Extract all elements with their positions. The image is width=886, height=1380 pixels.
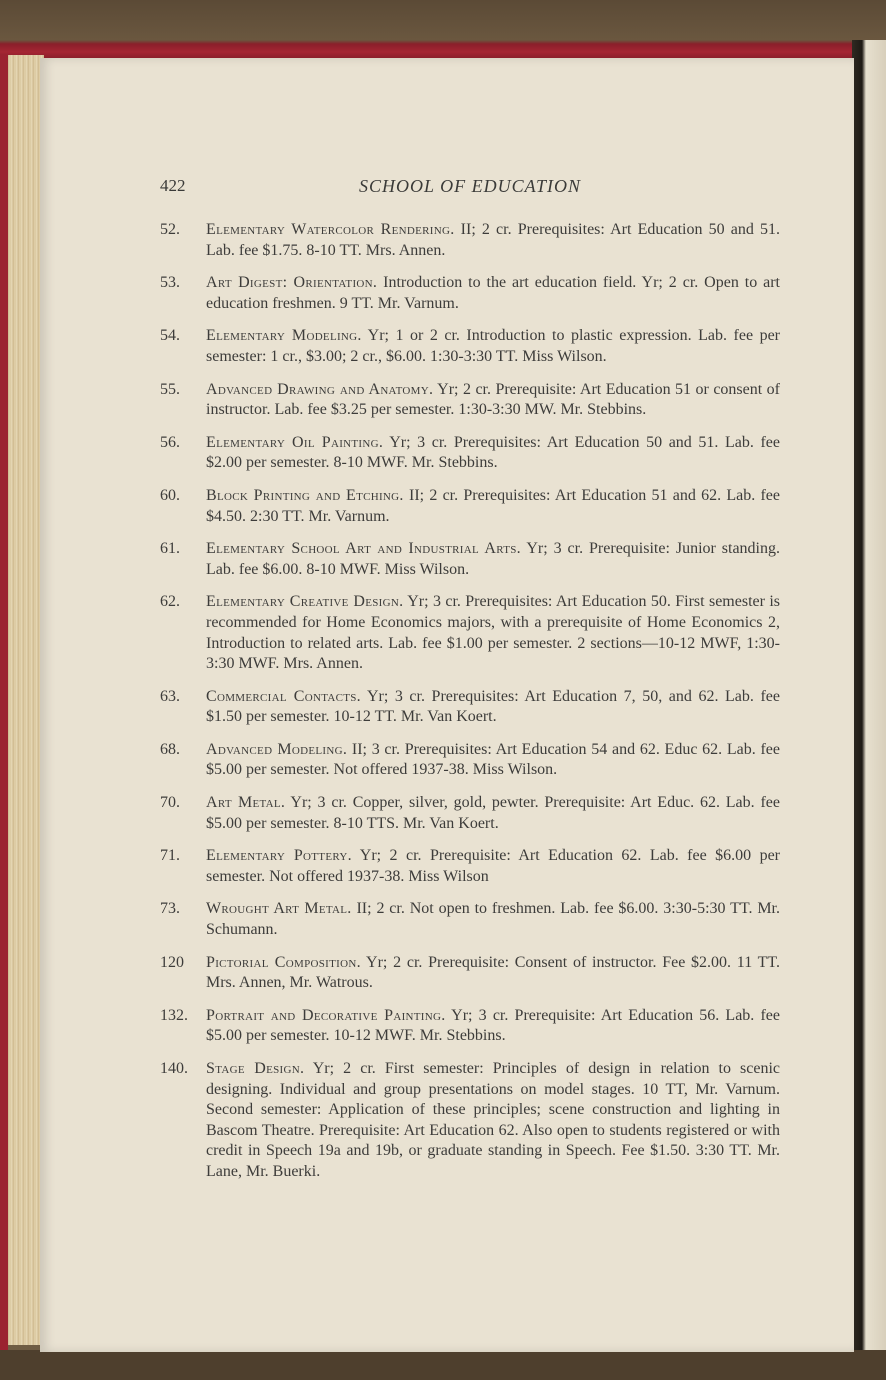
course-entry	[160, 433, 780, 474]
course-number: 61.	[160, 540, 180, 558]
course-entry	[160, 793, 780, 834]
course-description: Yr; 3 cr. Prerequisites: Art Education 50. First semester is recommended for Home Economics majors, with a prerequisite of Home Economics 2, Introduction to related arts. Lab. fee $1.00 per semester. 2 sections—10-12 MWF, 1:30-3:30 MWF. Mrs. Annen.	[206, 593, 780, 673]
course-title: Commercial Contacts.	[206, 687, 361, 705]
course-number: 73.	[160, 900, 180, 918]
course-title: Pictorial Composition.	[206, 953, 361, 971]
page-header	[160, 176, 780, 200]
course-entry	[160, 899, 780, 940]
course-entry	[160, 326, 780, 367]
course-number: 53.	[160, 274, 180, 292]
course-title: Elementary Pottery.	[206, 847, 352, 865]
course-entry	[160, 953, 780, 994]
course-entry	[160, 1059, 780, 1183]
course-number: 132.	[160, 1006, 188, 1024]
course-entry	[160, 273, 780, 314]
course-title: Advanced Drawing and Anatomy.	[206, 380, 434, 398]
course-number: 56.	[160, 433, 180, 451]
course-title: Block Printing and Etching.	[206, 486, 404, 504]
course-number: 70.	[160, 794, 180, 812]
book-bottom	[0, 1350, 886, 1380]
course-description: Yr; 3 cr. Prerequisite: Art Education 56. Lab. fee $5.00 per semester. 10-12 MWF. Mr. Stebbins.	[206, 1006, 781, 1045]
spine-edge	[0, 55, 8, 1350]
course-description: Yr; 2 cr. Prerequisite: Art Education 51 or consent of instructor. Lab. fee $3.25 per semester. 1:30-3:30 MW. Mr. Stebbins.	[206, 380, 780, 419]
facing-page-edge	[852, 40, 886, 1380]
course-description: Yr; 2 cr. Prerequisite: Consent of instructor. Fee $2.00. 11 TT. Mrs. Annen, Mr. Watrous.	[206, 953, 781, 992]
course-description: Yr; 3 cr. Copper, silver, gold, pewter. Prerequisite: Art Educ. 62. Lab. fee $5.00 per semester. 8-10 TTS. Mr. Van Koert.	[206, 794, 780, 832]
course-number: 52.	[160, 221, 180, 238]
course-list	[160, 220, 780, 1195]
course-entry	[160, 740, 780, 781]
course-number: 140.	[160, 1060, 188, 1077]
course-description: II; 3 cr. Prerequisites: Art Education 54 and 62. Educ 62. Lab. fee $5.00 per semester. Not offered 1937-38. Miss Wilson.	[206, 740, 781, 779]
course-entry	[160, 846, 780, 887]
course-entry	[160, 220, 780, 261]
course-title: Advanced Modeling.	[206, 740, 348, 758]
course-entry	[160, 539, 780, 580]
course-entry	[160, 380, 780, 421]
course-description: Yr; 2 cr. First semester: Principles of design in relation to scenic designing. Individual and group presentations on model stages. 10 TT, Mr. Varnum. Second semester: Application of these principles; scene construction and lighting in Bascom Theatre. Prerequisite: Art Education 62. Also open to students registered or with credit in Speech 19a and 19b, or graduate standing in Speech. Fee $1.50. 3:30 TT. Mr. Lane, Mr. Buerki.	[206, 1060, 781, 1180]
course-description: II; 2 cr. Prerequisites: Art Education 50 and 51. Lab. fee $1.75. 8-10 TT. Mrs. Annen.	[206, 221, 781, 259]
course-title: Art Digest: Orientation.	[206, 274, 378, 292]
course-title: Elementary Modeling.	[206, 327, 362, 345]
course-number: 62.	[160, 593, 180, 611]
running-head: SCHOOL OF EDUCATION	[358, 176, 582, 196]
course-title: Wrought Art Metal.	[206, 900, 352, 918]
course-number: 55.	[160, 380, 180, 398]
course-number: 71.	[160, 847, 180, 865]
course-title: Art Metal.	[206, 794, 286, 812]
course-title: Elementary School Art and Industrial Arts.	[206, 540, 521, 558]
course-description: Yr; 3 cr. Prerequisite: Junior standing. Lab. fee $6.00. 8-10 MWF. Miss Wilson.	[206, 540, 781, 578]
course-entry	[160, 592, 780, 674]
course-title: Elementary Oil Painting.	[206, 433, 384, 451]
course-description: Yr; 1 or 2 cr. Introduction to plastic expression. Lab. fee per semester: 1 cr., $3.00; 2 cr., $6.00. 1:30-3:30 TT. Miss Wilson.	[206, 327, 781, 365]
course-title: Stage Design.	[206, 1060, 305, 1077]
course-number: 63.	[160, 687, 180, 705]
course-title: Elementary Watercolor Rendering.	[206, 221, 455, 238]
course-entry	[160, 1006, 780, 1047]
course-description: Yr; 3 cr. Prerequisites: Art Education 7, 50, and 62. Lab. fee $1.50 per semester. 10-12 TT. Mr. Van Koert.	[206, 687, 780, 726]
page-number: 422	[160, 176, 186, 195]
course-title: Elementary Creative Design.	[206, 593, 404, 611]
course-description: Introduction to the art education field. Yr; 2 cr. Open to art education freshmen. 9 TT. Mr. Varnum.	[206, 274, 781, 312]
course-number: 68.	[160, 740, 180, 758]
course-description: II; 2 cr. Not open to freshmen. Lab. fee $6.00. 3:30-5:30 TT. Mr. Schumann.	[206, 900, 781, 939]
course-description: II; 2 cr. Prerequisites: Art Education 51 and 62. Lab. fee $4.50. 2:30 TT. Mr. Varnum.	[206, 486, 781, 525]
course-description: Yr; 3 cr. Prerequisites: Art Education 50 and 51. Lab. fee $2.00 per semester. 8-10 MWF. Mr. Stebbins.	[206, 433, 781, 472]
course-number: 60.	[160, 486, 180, 504]
course-description: Yr; 2 cr. Prerequisite: Art Education 62. Lab. fee $6.00 per semester. Not offered 1937-38. Miss Wilson	[206, 847, 780, 885]
course-number: 120	[160, 953, 184, 971]
course-title: Portrait and Decorative Painting.	[206, 1006, 446, 1024]
course-entry	[160, 486, 780, 527]
book-binding-top	[0, 0, 886, 62]
course-entry	[160, 687, 780, 728]
course-number: 54.	[160, 327, 180, 345]
